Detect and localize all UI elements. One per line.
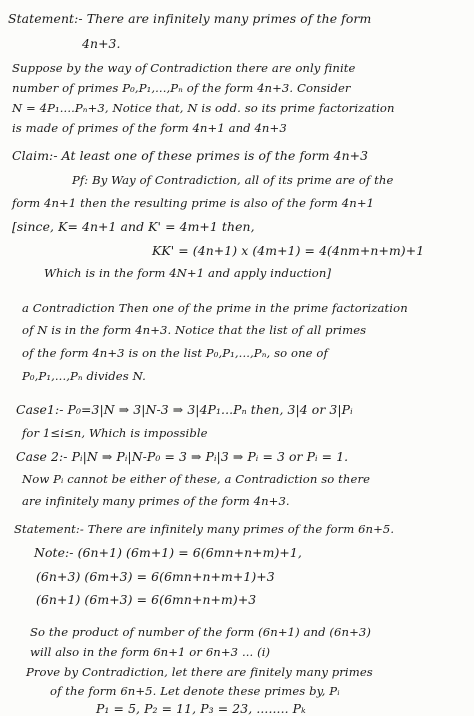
note-line: of the form 6n+5. Let denote these primes by, Pᵢ — [50, 684, 340, 698]
note-line: So the product of number of the form (6n+1) and (6n+3) — [30, 625, 371, 639]
note-line: Now Pᵢ cannot be either of these, a Contradiction so there — [22, 472, 371, 486]
note-line: Prove by Contradiction, let there are finitely many primes — [26, 665, 373, 679]
note-line: P₁ = 5, P₂ = 11, P₃ = 23, ........ Pₖ — [96, 701, 306, 716]
note-line: Case 2:- Pᵢ|N ⇒ Pᵢ|N-P₀ = 3 ⇒ Pᵢ|3 ⇒ Pᵢ = 3 or Pᵢ = 1. — [16, 449, 349, 464]
note-line: (6n+1) (6m+3) = 6(6mn+n+m)+3 — [36, 592, 257, 607]
note-line: Statement:- There are infinitely many primes of the form 6n+5. — [14, 522, 395, 536]
note-line: of N is in the form 4n+3. Notice that the list of all primes — [22, 323, 367, 337]
note-line: Case1:- P₀=3|N ⇒ 3|N-3 ⇒ 3|4P₁...Pₙ then, 3|4 or 3|Pᵢ — [16, 402, 353, 417]
note-line: KK' = (4n+1) x (4m+1) = 4(4nm+n+m)+1 — [152, 243, 425, 258]
note-line: will also in the form 6n+1 or 6n+3 ... (i) — [30, 645, 271, 659]
note-line: P₀,P₁,...,Pₙ divides N. — [22, 369, 146, 383]
note-line: Claim:- At least one of these primes is of the form 4n+3 — [12, 148, 369, 163]
note-line: Statement:- There are infinitely many primes of the form — [8, 11, 372, 26]
note-line: Pf: By Way of Contradiction, all of its prime are of the — [72, 173, 394, 187]
note-line: for 1≤i≤n, Which is impossible — [22, 426, 208, 440]
note-line: is made of primes of the form 4n+1 and 4n+3 — [12, 121, 287, 135]
note-line: are infinitely many primes of the form 4n+3. — [22, 494, 290, 508]
note-line: a Contradiction Then one of the prime in the prime factorization — [22, 301, 408, 315]
note-line: of the form 4n+3 is on the list P₀,P₁,...,Pₙ, so one of — [22, 346, 328, 360]
note-line: N = 4P₁....Pₙ+3, Notice that, N is odd. so its prime factorization — [12, 101, 395, 115]
note-line: form 4n+1 then the resulting prime is also of the form 4n+1 — [12, 196, 375, 210]
note-line: number of primes P₀,P₁,...,Pₙ of the form 4n+3. Consider — [12, 81, 351, 95]
note-line: Which is in the form 4N+1 and apply induction] — [44, 266, 332, 280]
note-line: [since, K= 4n+1 and K' = 4m+1 then, — [12, 219, 255, 234]
note-line: (6n+3) (6m+3) = 6(6mn+n+m+1)+3 — [36, 569, 275, 584]
note-line: Suppose by the way of Contradiction there are only finite — [12, 61, 356, 75]
note-line: Note:- (6n+1) (6m+1) = 6(6mn+n+m)+1, — [34, 545, 302, 560]
note-line: 4n+3. — [82, 36, 121, 51]
